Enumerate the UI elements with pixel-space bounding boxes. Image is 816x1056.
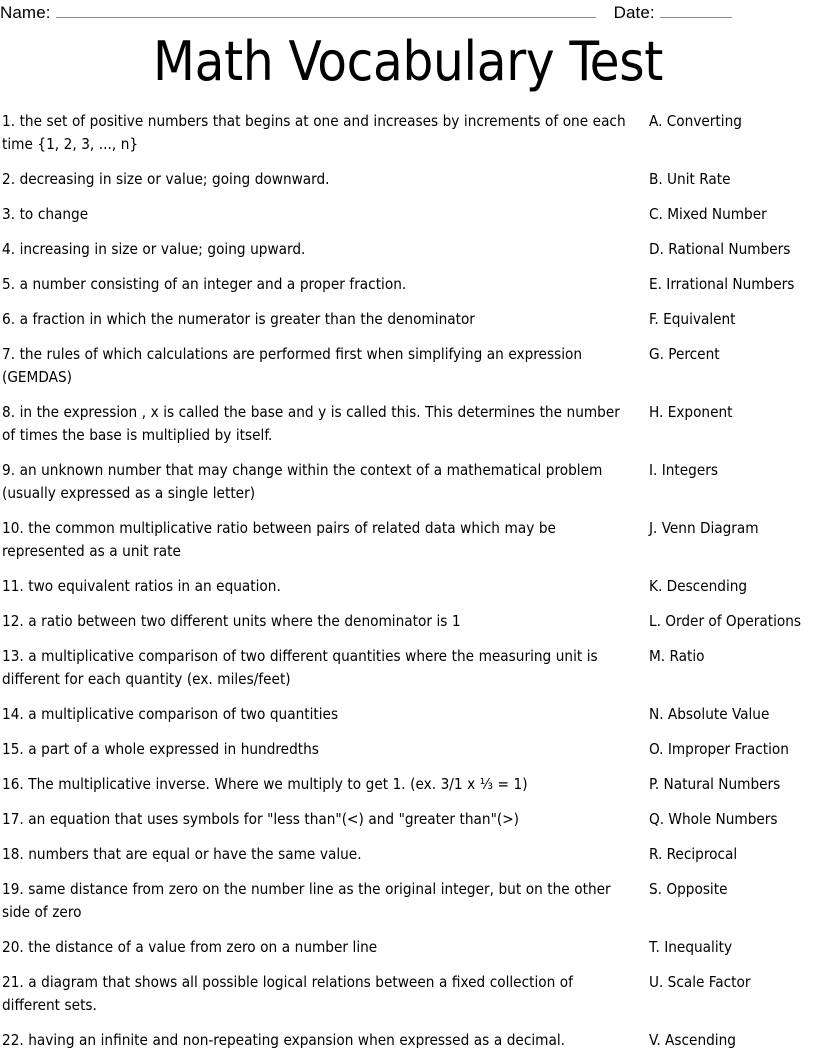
answer-choice[interactable]: A. Converting	[649, 112, 742, 130]
definition-item: 11. two equivalent ratios in an equation.	[2, 577, 281, 595]
definition-item: 9. an unknown number that may change within the context of a mathematical problem (usually expressed as a single letter)	[2, 461, 603, 502]
definition-item: 3. to change	[2, 205, 89, 223]
answer-choice[interactable]: L. Order of Operations	[649, 612, 802, 630]
answer-choice[interactable]: N. Absolute Value	[649, 705, 770, 723]
name-label: Name:	[0, 3, 51, 22]
definition-item: 22. having an infinite and non-repeating expansion when expressed as a decimal.	[2, 1031, 565, 1049]
definition-item: 15. a part of a whole expressed in hundredths	[2, 740, 319, 758]
definition-item: 21. a diagram that shows all possible logical relations between a fixed collection of different sets.	[2, 973, 573, 1014]
answer-choice[interactable]: E. Irrational Numbers	[649, 275, 795, 293]
answer-choice[interactable]: F. Equivalent	[649, 310, 736, 328]
answer-choice[interactable]: Q. Whole Numbers	[649, 810, 778, 828]
definition-item: 17. an equation that uses symbols for "less than"(<) and "greater than"(>)	[2, 810, 519, 828]
definition-item: 7. the rules of which calculations are performed first when simplifying an expression (GEMDAS)	[2, 345, 583, 386]
answer-choice[interactable]: M. Ratio	[649, 647, 705, 665]
answer-choice[interactable]: D. Rational Numbers	[649, 240, 791, 258]
date-write-in-line[interactable]	[660, 4, 732, 18]
answer-choice[interactable]: T. Inequality	[649, 938, 733, 956]
name-date-row	[0, 2, 816, 28]
definition-item: 2. decreasing in size or value; going downward.	[2, 170, 330, 188]
answer-choice[interactable]: G. Percent	[649, 345, 720, 363]
answer-choice[interactable]: K. Descending	[649, 577, 748, 595]
answer-choice[interactable]: O. Improper Fraction	[649, 740, 789, 758]
definition-column	[2, 110, 632, 1052]
date-label: Date:	[613, 3, 655, 22]
definition-item: 19. same distance from zero on the number line as the original integer, but on the other side of zero	[2, 880, 611, 921]
page-title: Math Vocabulary Test	[153, 30, 663, 93]
definition-item: 5. a number consisting of an integer and a proper fraction.	[2, 275, 407, 293]
answer-choice[interactable]: S. Opposite	[649, 880, 728, 898]
definition-item: 20. the distance of a value from zero on a number line	[2, 938, 378, 956]
answer-choice[interactable]: U. Scale Factor	[649, 973, 751, 991]
definition-item: 12. a ratio between two different units where the denominator is 1	[2, 612, 461, 630]
name-write-in-line[interactable]	[56, 4, 596, 18]
answer-choice[interactable]: H. Exponent	[649, 403, 733, 421]
definition-item: 10. the common multiplicative ratio between pairs of related data which may be represented as a unit rate	[2, 519, 556, 560]
definition-item: 18. numbers that are equal or have the same value.	[2, 845, 362, 863]
answer-choice[interactable]: R. Reciprocal	[649, 845, 738, 863]
answer-choice[interactable]: C. Mixed Number	[649, 205, 767, 223]
answer-choice[interactable]: B. Unit Rate	[649, 170, 731, 188]
definition-item: 13. a multiplicative comparison of two different quantities where the measuring unit is different for each quantity (ex. miles/feet)	[2, 647, 598, 688]
definition-item: 14. a multiplicative comparison of two quantities	[2, 705, 339, 723]
definition-item: 8. in the expression , x is called the base and y is called this. This determines the number of times the base is multiplied by itself.	[2, 403, 620, 444]
answer-choice[interactable]: P. Natural Numbers	[649, 775, 781, 793]
answer-choice[interactable]: J. Venn Diagram	[649, 519, 759, 537]
answer-choice[interactable]: V. Ascending	[649, 1031, 736, 1049]
definition-item: 16. The multiplicative inverse. Where we multiply to get 1. (ex. 3/1 x ⅓ = 1)	[2, 775, 528, 793]
answer-choice[interactable]: I. Integers	[649, 461, 718, 479]
definition-item: 1. the set of positive numbers that begins at one and increases by increments of one each time {1, 2, 3, ..., n}	[2, 112, 626, 153]
definition-item: 4. increasing in size or value; going upward.	[2, 240, 306, 258]
definition-item: 6. a fraction in which the numerator is greater than the denominator	[2, 310, 475, 328]
